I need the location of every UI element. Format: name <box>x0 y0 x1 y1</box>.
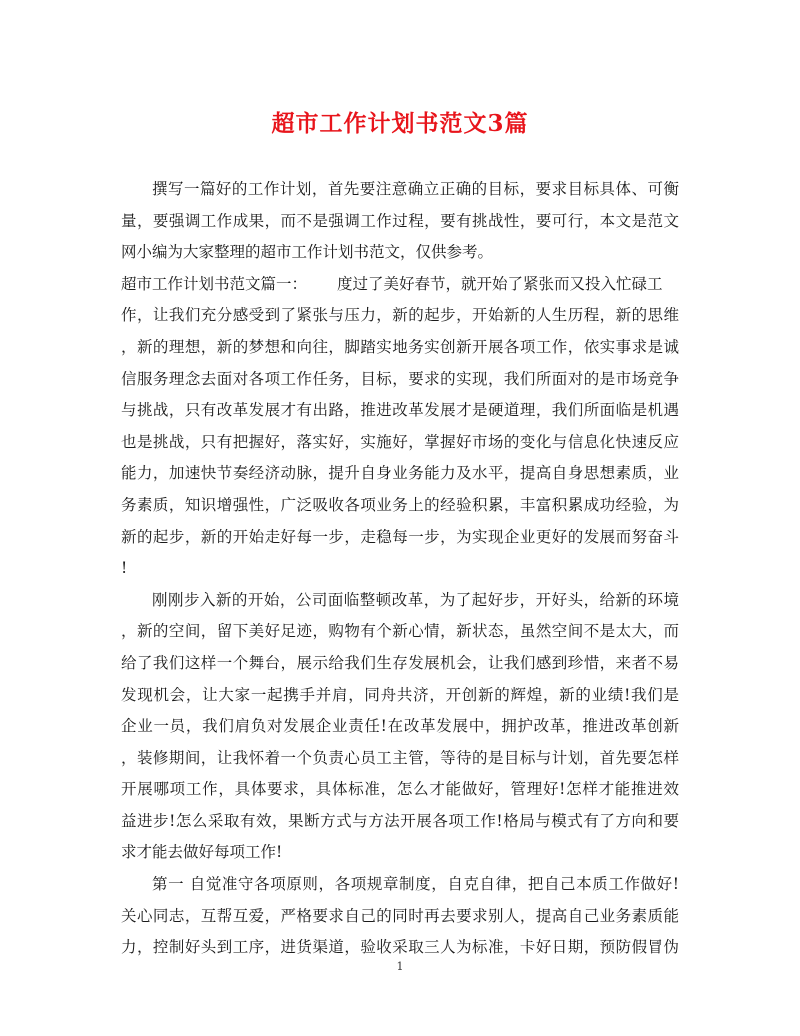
text-line <box>121 553 679 585</box>
text-line <box>121 174 679 206</box>
text-line-content: 第一 自觉准守各项原则，各项规章制度，自克自律，把自己本质工作做好! <box>152 875 679 894</box>
text-line-content: 能力，加速快节奏经济动脉，提升自身业务能力及水平，提高自身思想素质，业 <box>121 464 679 483</box>
text-line <box>121 458 679 490</box>
text-line-content: 务素质，知识增强性，广泛吸收各项业务上的经验积累，丰富积累成功经验，为 <box>121 495 679 514</box>
text-line-content: 量，要强调工作成果，而不是强调工作过程，要有挑战性，要可行，本文是范文 <box>121 211 679 230</box>
text-line-content: 网小编为大家整理的超市工作计划书范文，仅供参考。 <box>121 243 494 262</box>
text-line-content: 开展哪项工作，具体要求，具体标准，怎么才能做好，管理好!怎样才能推进效 <box>121 780 679 799</box>
text-line-content: 求才能去做好每项工作! <box>121 843 283 862</box>
text-line <box>121 711 679 743</box>
text-line <box>121 837 679 869</box>
text-line <box>121 869 679 901</box>
text-line <box>121 901 679 933</box>
text-line <box>121 332 679 364</box>
text-line <box>121 680 679 712</box>
text-line-content: 力，控制好头到工序，进货渠道，验收采取三人为标准，卡好日期，预防假冒伪 <box>121 938 679 957</box>
text-line <box>121 395 679 427</box>
text-line-content: 益进步!怎么采取有效，果断方式与方法开展各项工作!格局与模式有了方向和要 <box>121 811 679 830</box>
text-line-content: 超市工作计划书范文篇一： <box>121 274 308 293</box>
text-line-content: 发现机会，让大家一起携手并肩，同舟共济，开创新的辉煌，新的业绩!我们是 <box>121 685 679 704</box>
text-line <box>121 364 679 396</box>
text-line-content: ，新的空间，留下美好足迹，购物有个新心情，新状态，虽然空间不是太大，而 <box>121 622 679 641</box>
text-line-content: ，新的理想，新的梦想和向往，脚踏实地务实创新开展各项工作，依实事求是诚 <box>121 337 679 356</box>
document-body <box>121 174 679 964</box>
text-line <box>121 522 679 554</box>
document-title: 超市工作计划书范文3篇 <box>271 110 529 137</box>
text-line <box>121 206 679 238</box>
text-line-content: ! <box>121 559 128 578</box>
text-line-content: 撰写一篇好的工作计划，首先要注意确立正确的目标，要求目标具体、可衡 <box>152 180 679 198</box>
text-line-content: 也是挑战，只有把握好，落实好，实施好，掌握好市场的变化与信息化快速反应 <box>121 432 679 451</box>
text-line-content: 新的起步，新的开始走好每一步，走稳每一步，为实现企业更好的发展而努奋斗 <box>121 527 679 546</box>
text-line-content: 刚刚步入新的开始，公司面临整顿改革，为了起好步，开好头，给新的环境 <box>152 590 679 609</box>
text-line-content: 企业一员，我们肩负对发展企业责任!在改革发展中，拥护改革，推进改革创新 <box>121 717 679 736</box>
text-line <box>121 490 679 522</box>
text-line <box>121 616 679 648</box>
page-number: 1 <box>396 960 404 973</box>
text-line <box>121 774 679 806</box>
text-line <box>121 237 679 269</box>
text-line <box>121 300 679 332</box>
text-line-content: 信服务理念去面对各项工作任务，目标，要求的实现，我们所面对的是市场竞争 <box>121 369 679 388</box>
text-line <box>121 806 679 838</box>
text-line-content: ，装修期间，让我怀着一个负责心员工主管，等待的是目标与计划，首先要怎样 <box>121 748 679 767</box>
text-line-content: 给了我们这样一个舞台，展示给我们生存发展机会，让我们感到珍惜，来者不易 <box>121 653 679 672</box>
text-line <box>121 743 679 775</box>
text-line-content: 作，让我们充分感受到了紧张与压力，新的起步，开始新的人生历程，新的思维 <box>121 306 679 325</box>
text-line-content: 与挑战，只有改革发展才有出路，推进改革发展才是硬道理，我们所面临是机遇 <box>121 401 679 420</box>
text-line-tail: 度过了美好春节，就开始了紧张而又投入忙碌工 <box>337 274 663 293</box>
text-line <box>121 585 679 617</box>
text-line <box>121 269 679 301</box>
text-line <box>121 648 679 680</box>
text-line <box>121 427 679 459</box>
text-line-content: 关心同志，互帮互爱，严格要求自己的同时再去要求别人，提高自己业务素质能 <box>121 906 679 925</box>
